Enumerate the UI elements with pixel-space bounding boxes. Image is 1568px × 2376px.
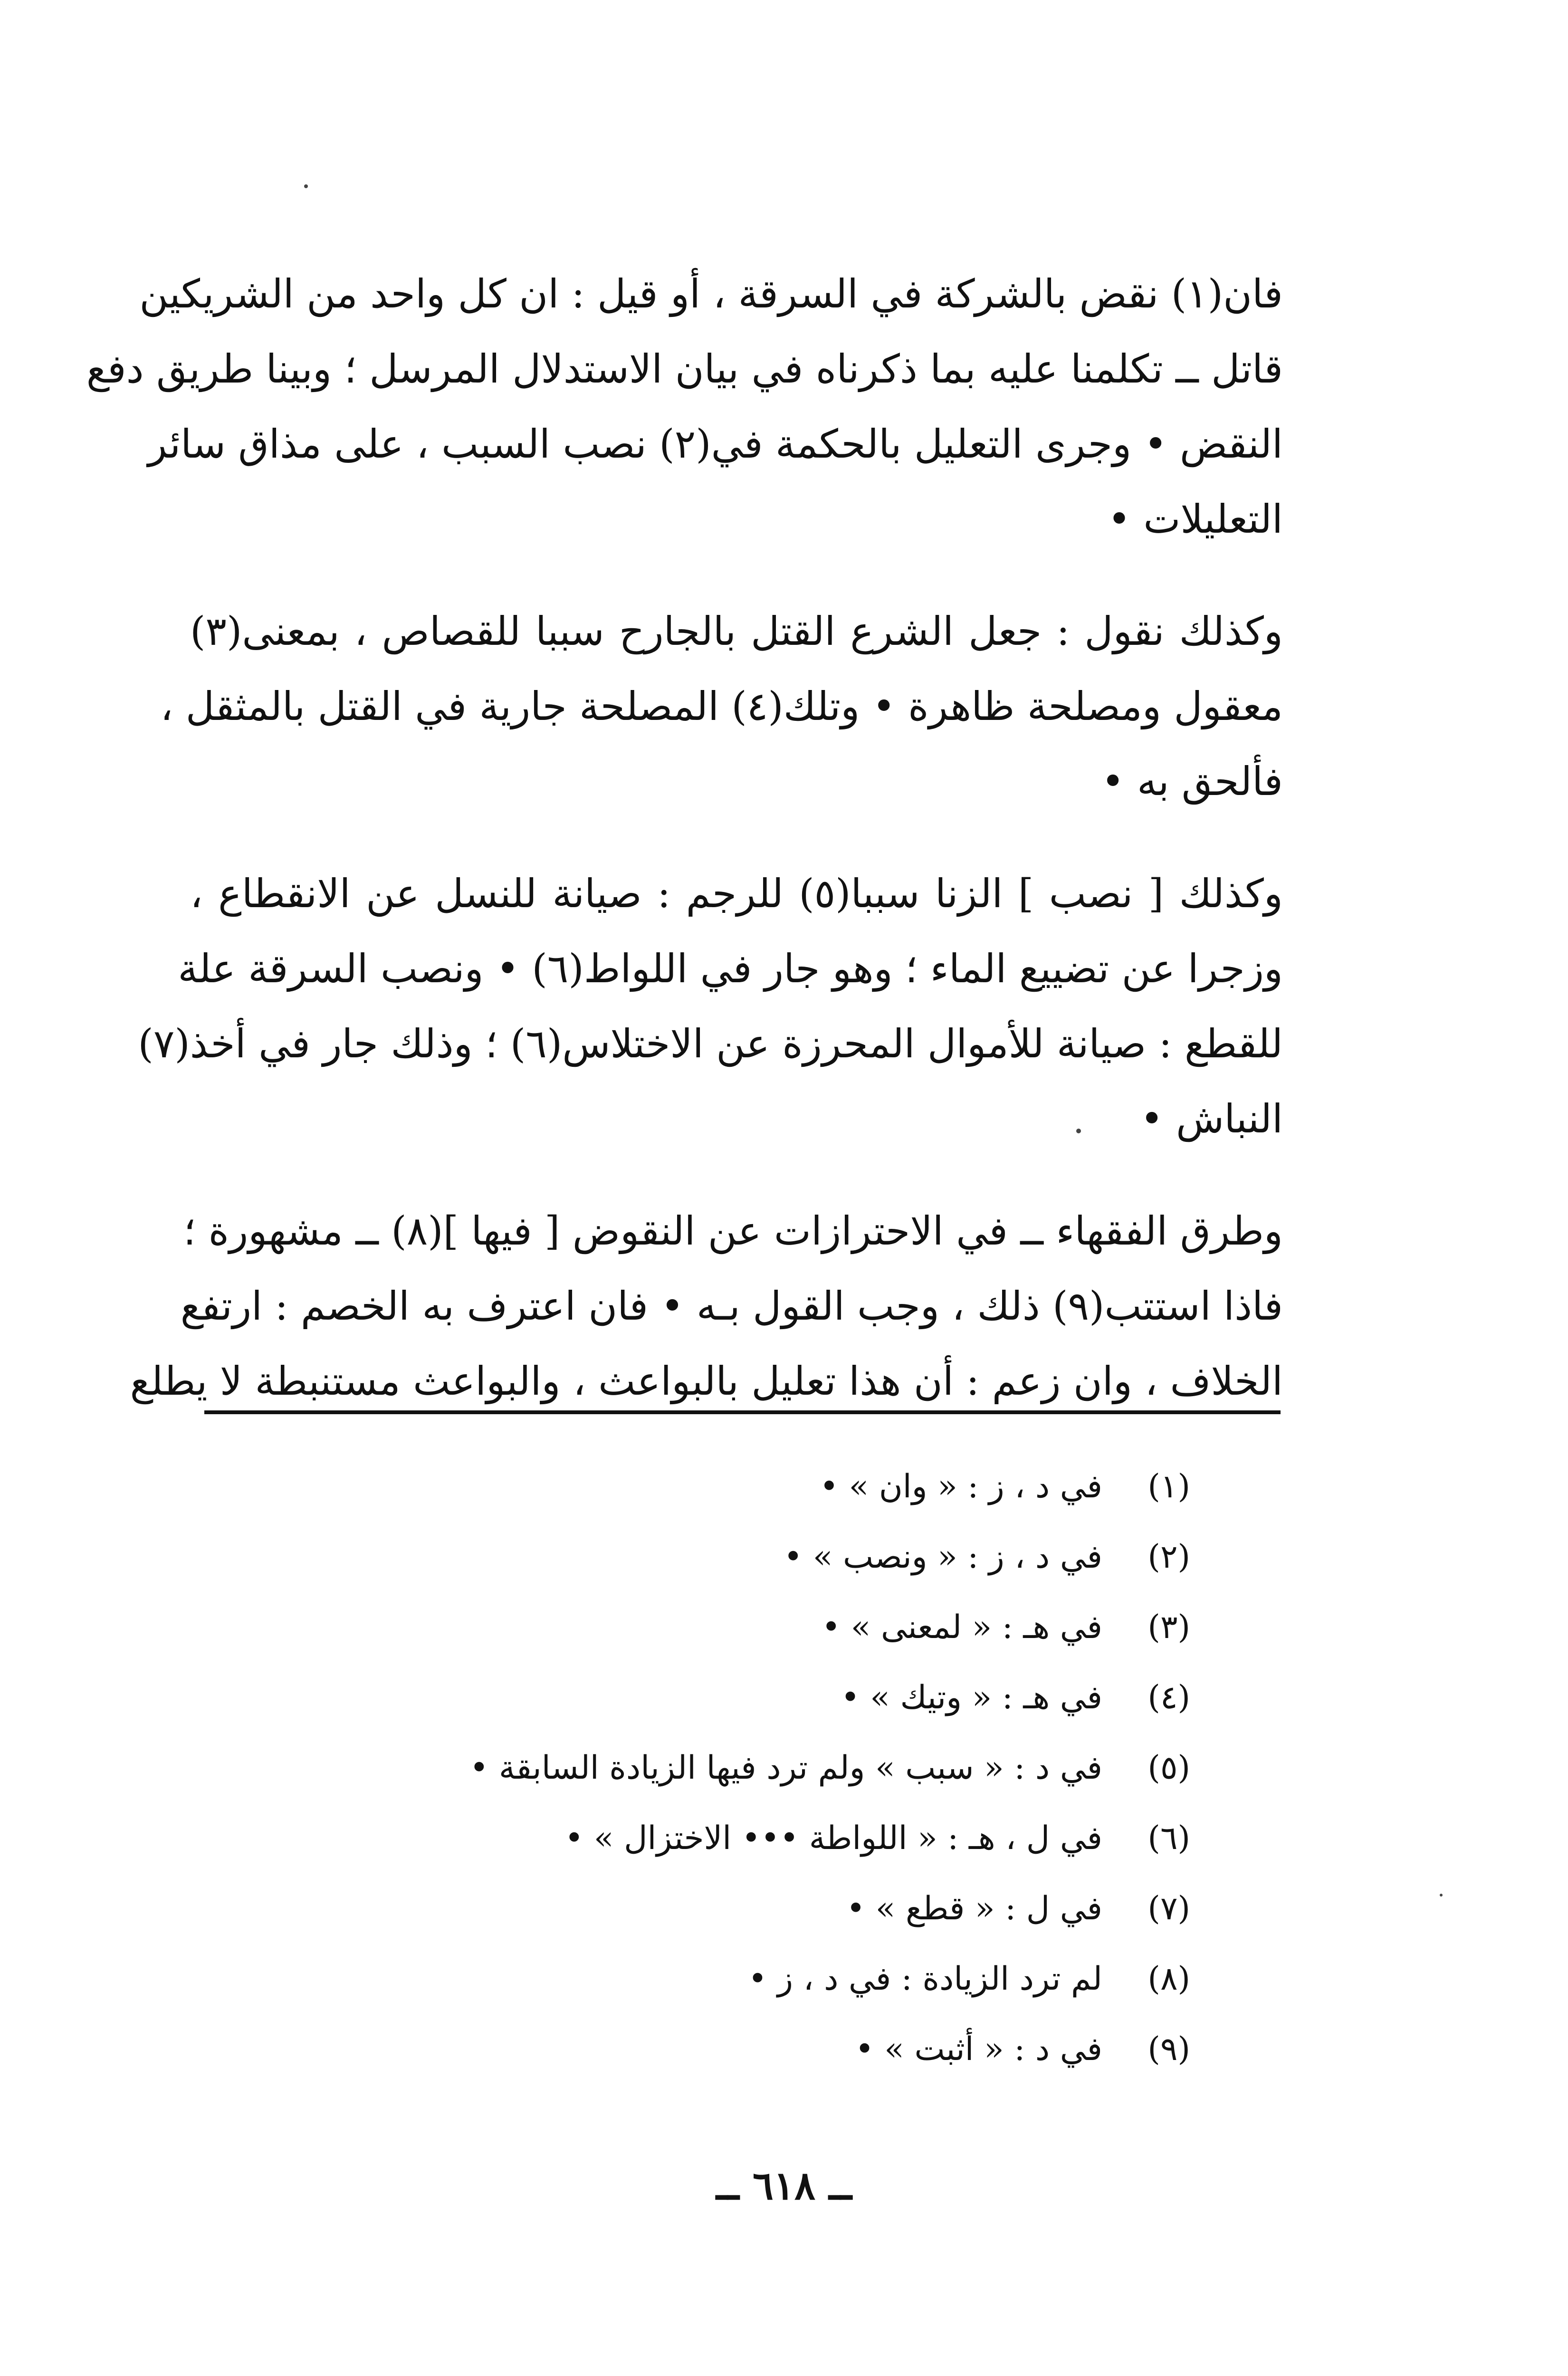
text-line: للقطع : صيانة للأموال المحرزة عن الاختلاس(٦) ؛ وذلك جار في أخذ(٧) — [138, 1021, 1283, 1067]
footnote — [240, 1733, 1190, 1803]
footnote — [240, 1874, 1190, 1944]
page-number: ــ ٦١٨ ــ — [716, 2163, 852, 2209]
text-line: الخلاف ، وان زعم : أن هذا تعليل بالبواعث ، والبواعث مستنبطة لا يطلع — [130, 1358, 1283, 1404]
footnote-text: في هـ : « لمعنى » • — [822, 1609, 1102, 1646]
text-line: النباش • — [1140, 1096, 1283, 1142]
footnote — [240, 1452, 1190, 1522]
footnote-number: (٢) — [1147, 1538, 1190, 1576]
footnote-text: في د : « سبب » ولم ترد فيها الزيادة السابقة • — [469, 1749, 1102, 1787]
scan-speck — [1076, 1129, 1081, 1133]
paragraph — [86, 257, 1283, 557]
scan-speck — [304, 184, 308, 188]
text-line: النقض • وجرى التعليل بالحكمة في(٢) نصب السبب ، على مذاق سائر — [148, 421, 1283, 467]
text-line: وكذلك [ نصب ] الزنا سببا(٥) للرجم : صيانة للنسل عن الانقطاع ، — [190, 871, 1283, 917]
footnote — [240, 1803, 1190, 1874]
footnote-number: (٣) — [1147, 1609, 1190, 1646]
footnote — [240, 1522, 1190, 1592]
paragraph — [160, 594, 1283, 819]
footnote-number: (٦) — [1147, 1820, 1190, 1857]
footnote-number: (٩) — [1147, 2031, 1190, 2068]
footnote-text: في د : « أثبت » • — [855, 2031, 1102, 2068]
footnote-number: (٤) — [1147, 1679, 1190, 1716]
footnote — [240, 2014, 1190, 2085]
footnote — [240, 1663, 1190, 1733]
text-line: وكذلك نقول : جعل الشرع القتل بالجارح سببا للقصاص ، بمعنى(٣) — [190, 608, 1283, 654]
text-line: وطرق الفقهاء ــ في الاحترازات عن النقوض [ فيها ](٨) ــ مشهورة ؛ — [183, 1208, 1283, 1254]
footnote-separator — [204, 1410, 1281, 1414]
footnote — [240, 1944, 1190, 2014]
text-line: فاذا استتب(٩) ذلك ، وجب القول بـه • فان اعترف به الخصم : ارتفع — [180, 1283, 1283, 1329]
footnote-number: (٨) — [1147, 1960, 1190, 1998]
footnote-text: لم ترد الزيادة : في د ، ز • — [748, 1960, 1102, 1998]
paragraph — [138, 856, 1283, 1157]
footnote-number: (١) — [1147, 1468, 1190, 1505]
text-line: وزجرا عن تضييع الماء ؛ وهو جار في اللواط(٦) • ونصب السرقة علة — [178, 946, 1283, 992]
footnote-text: في ل : « قطع » • — [846, 1890, 1102, 1927]
text-line: قاتل ــ تكلمنا عليه بما ذكرناه في بيان الاستدلال المرسل ؛ وبينا طريق دفع — [86, 346, 1283, 392]
footnote-text: في د ، ز : « وان » • — [819, 1468, 1102, 1505]
text-line: فألحق به • — [1101, 758, 1283, 805]
text-line: فان(١) نقض بالشركة في السرقة ، أو قيل : ان كل واحد من الشريكين — [139, 271, 1283, 317]
footnote-text: في هـ : « وتيك » • — [841, 1679, 1102, 1716]
footnote-number: (٥) — [1147, 1749, 1190, 1787]
footnote-text: في ل ، هـ : « اللواطة ••• الاختزال » • — [564, 1820, 1102, 1857]
scan-speck — [1440, 1894, 1443, 1897]
footnote-number: (٧) — [1147, 1890, 1190, 1927]
text-line: التعليلات • — [1108, 496, 1283, 542]
main-text — [86, 257, 1283, 1456]
footnotes — [240, 1452, 1190, 2085]
footnote — [240, 1592, 1190, 1663]
footnote-text: في د ، ز : « ونصب » • — [784, 1538, 1102, 1576]
paragraph — [130, 1194, 1283, 1419]
text-line: معقول ومصلحة ظاهرة • وتلك(٤) المصلحة جارية في القتل بالمثقل ، — [160, 683, 1283, 729]
